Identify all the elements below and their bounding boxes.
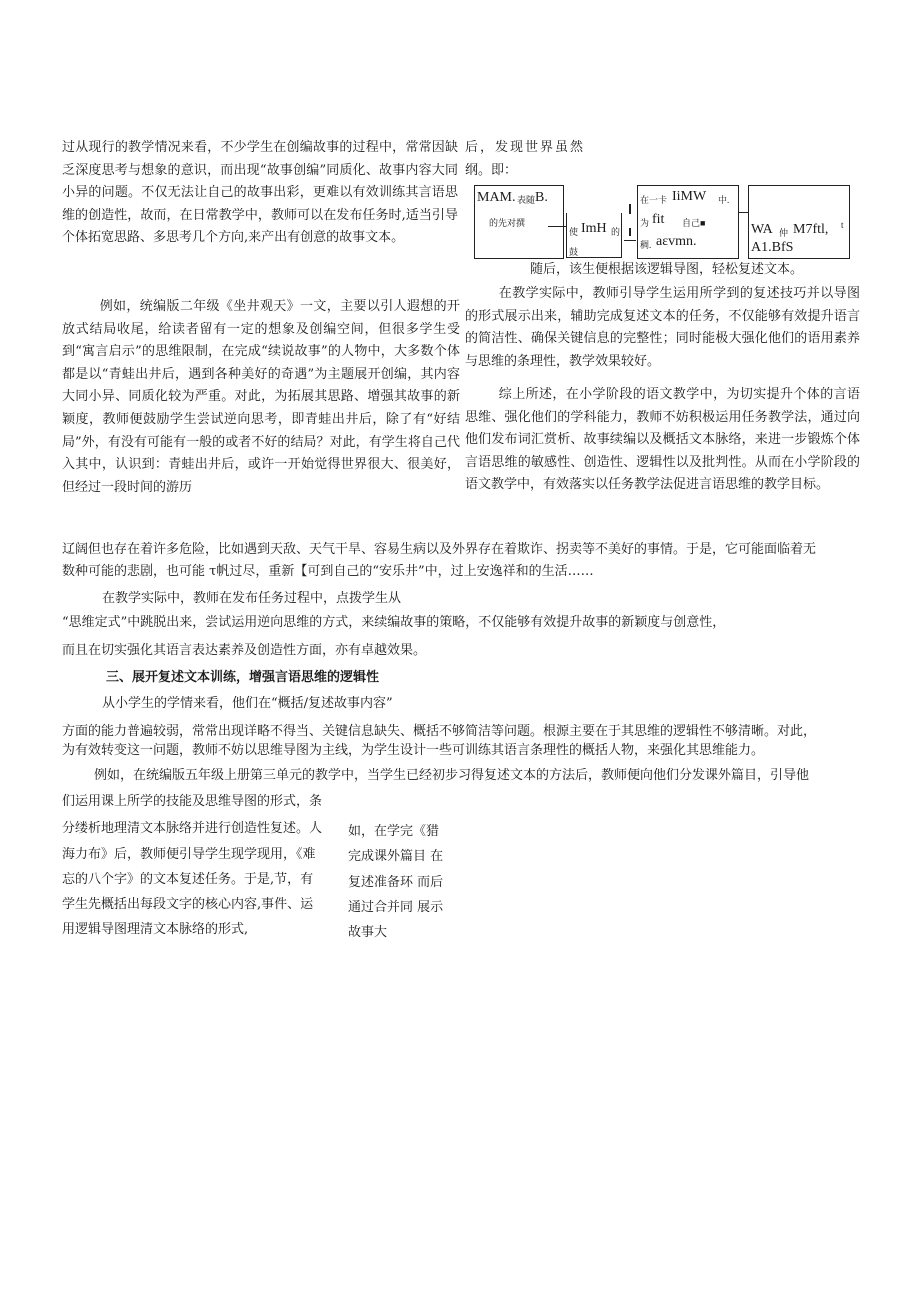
- box4-text-a: WA: [751, 222, 773, 237]
- box3-text-c: 中.: [718, 195, 730, 205]
- connector-1: [548, 226, 566, 227]
- bottom-right-line-1: 如，在学完《猎: [348, 824, 440, 839]
- full-line-9: 例如，在统编版五年级上册第三单元的教学中，当学生已经初步习得复述文本的方法后，教师便向他们分发课外篇目，引导他: [94, 768, 810, 783]
- box3-text-d: 为: [640, 218, 650, 228]
- box1-text-c: B.: [535, 190, 548, 205]
- full-line-5: 而且在切实强化其语言表达素养及创造性方面，亦有卓越效果。: [62, 643, 427, 658]
- box4-text-b: 仲: [779, 228, 789, 238]
- box4-text-e: A1.BfS: [751, 240, 794, 255]
- full-line-10: 们运用课上所学的技能及思维导图的形式，条: [62, 794, 323, 809]
- mind-map-caption: 随后，该生便根据该逻辑导图，轻松复述文本。: [530, 262, 804, 277]
- full-line-1: 辽阔但也存在着许多危险，比如遇到天敌、天气干旱、容易生病以及外界存在着欺诈、拐卖等不美好的事情。于是，它可能面临着无: [62, 542, 817, 557]
- box2-text-c: 的: [611, 227, 621, 237]
- box1-text-b: 表随: [517, 195, 536, 205]
- bottom-left-line-3: 忘的八个字》的文本复述任务。于是,节，有: [62, 872, 314, 887]
- box4-text-d: t: [841, 220, 844, 230]
- mind-map-box-1: [474, 185, 564, 259]
- full-line-6: 从小学生的学情来看，他们在“概括/复述故事内容”: [102, 696, 393, 711]
- box3-text-a: 在一卡: [640, 195, 668, 205]
- box2-text-a: 使: [569, 227, 579, 237]
- box1-text-2: 的先对撰: [489, 218, 526, 228]
- mind-map-box-2: [566, 213, 622, 258]
- box4-text-c: M7ftl,: [793, 222, 829, 237]
- box2-text-d: 鼓: [569, 247, 579, 257]
- bottom-left-line-4: 学生先概括出每段文字的核心内容,事件、运: [62, 897, 314, 912]
- box3-text-b: IiMW: [672, 189, 707, 204]
- box1-text: MAM.: [477, 190, 516, 205]
- box2-text-b: ImH: [581, 221, 607, 236]
- right-intro: 后，发现世界虽然纲。即：: [465, 140, 583, 178]
- bottom-left-line-5: 用逻辑导图理清文本脉络的形式,: [62, 922, 249, 937]
- mind-map-box-3: [637, 185, 739, 259]
- full-line-4: “思维定式”中跳脱出来，尝试运用逆向思维的方式，来续编故事的策略，不仅能够有效提升故事的新颖度与创意性，: [62, 615, 726, 630]
- bottom-left-line-2: 海力布》后，教师便引导学生现学现用，《难: [62, 847, 316, 862]
- left-paragraph-2: 例如，统编版二年级《坐井观天》一文，主要以引人遐想的开放式结局收尾，给读者留有一定的想象及创编空间，但很多学生受到“寓言启示”的思维限制，在完成“续说故事”的人物中，大多数个体都是以“青蛙出井后，遇到各种美好的奇遇”为主题展开创编，其内容大同小异、同质化较为严重。对此，为拓展其思路、增强其故事的新颖度，教师便鼓励学生尝试逆向思考，即青蛙出井后，除了有“好结局”外，有没有可能有一般的或者不好的结局？对此，有学生将自己代入其中，认识到：青蛙出井后，或许一开始觉得世界很大、很美好，但经过一段时间的游历: [62, 299, 460, 495]
- section-heading: 三、展开复述文本训练，增强言语思维的逻辑性: [106, 670, 380, 685]
- mind-map-box-4: [748, 185, 850, 259]
- bottom-right-line-5: 故事大: [348, 925, 388, 940]
- bottom-right-line-2: 完成课外篇目 在: [348, 849, 444, 864]
- box3-text-h: aεvmn.: [656, 234, 697, 249]
- full-line-7: 方面的能力普遍较弱，常常出现详略不得当、关键信息缺失、概括不够简洁等问题。根源主要在于其思维的逻辑性不够清晰。对此，: [62, 724, 817, 739]
- connector-2: [629, 204, 631, 214]
- connector-5: [738, 212, 748, 213]
- bottom-right-line-4: 通过合并同 展示: [348, 900, 444, 915]
- bottom-left-line-1: 分缕析地理清文本脉络并进行创造性复述。人: [62, 821, 323, 836]
- connector-3: [629, 228, 631, 236]
- left-paragraph-1: 过从现行的教学情况来看，不少学生在创编故事的过程中，常常因缺乏深度思考与想象的意识，而出现“故事创编”同质化、故事内容大同小异的问题。不仅无法让自己的故事出彩，更难以有效训练其言语思维的创造性，故而，在日常教学中，教师可以在发布任务时,适当引导个体拓宽思路、多思考几个方向,来产出有创意的故事文本。: [62, 140, 458, 246]
- bottom-right-line-3: 复述准备环 而后: [348, 875, 444, 890]
- connector-4: [624, 240, 636, 241]
- full-line-8: 为有效转变这一问题，教师不妨以思维导图为主线，为学生设计一些可训练其语言条理性的概括人物，来强化其思维能力。: [62, 743, 765, 758]
- box3-text-g: 稠.: [640, 240, 652, 250]
- full-line-3: 在教学实际中，教师在发布任务过程中，点拨学生从: [102, 591, 402, 606]
- right-paragraph-1: 在教学实际中，教师引导学生运用所学到的复述技巧并以导图的形式展示出来，辅助完成复述文本的任务，不仅能够有效提升语言的简洁性、确保关键信息的完整性；同时能极大强化他们的语用素养与思维的条理性，教学效果较好。: [465, 286, 860, 369]
- right-paragraph-2: 综上所述，在小学阶段的语文教学中，为切实提升个体的言语思维、强化他们的学科能力，教师不妨积极运用任务教学法，通过向他们发布词汇赏析、故事续编以及概括文本脉络，来进一步锻炼个体言语思维的敏感性、创造性、逻辑性以及批判性。从而在小学阶段的语文教学中，有效落实以任务教学法促进言语思维的教学目标。: [465, 387, 860, 493]
- box3-text-e: fit: [652, 212, 665, 227]
- box3-text-f: 自己■: [682, 218, 706, 228]
- full-line-2: 数种可能的悲剧，也可能 τ帆过尽，重新【可到自己的“安乐井”中，过上安逸祥和的生活……: [62, 564, 594, 579]
